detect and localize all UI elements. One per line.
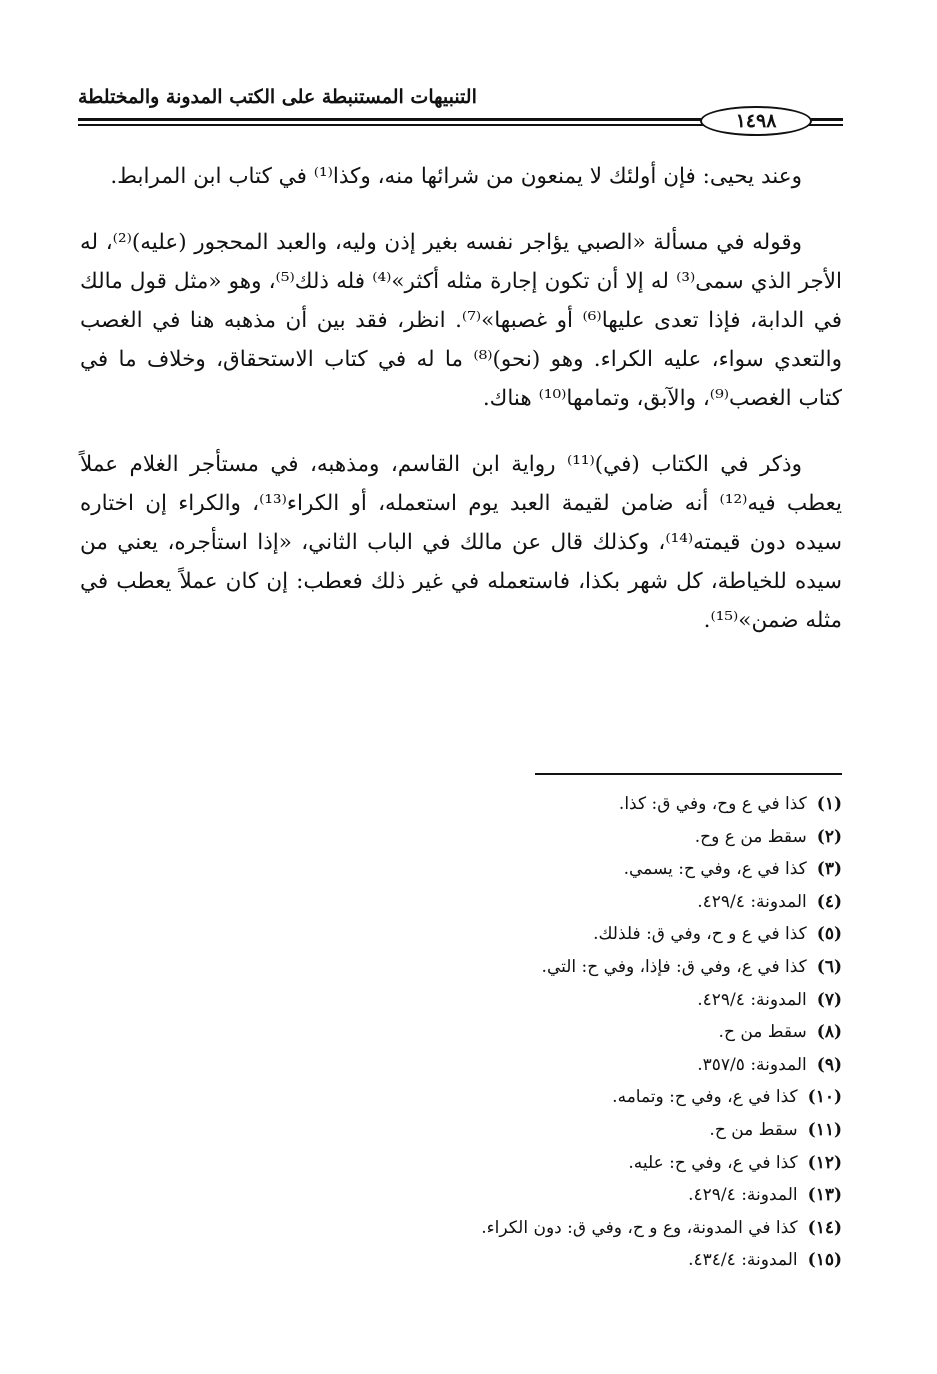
footnote-5: (٥)كذا في ع و ح، وفي ق: فلذلك. (593, 924, 842, 945)
footnote-15: (١٥)المدونة: ٤٣٤/٤. (688, 1250, 842, 1271)
footnote-8: (٨)سقط من ح. (718, 1022, 842, 1043)
footnote-6: (٦)كذا في ع، وفي ق: فإذا، وفي ح: التي. (541, 956, 842, 977)
footnote-3: (٣)كذا في ع، وفي ح: يسمي. (623, 859, 842, 880)
paragraph-1: وعند يحيى: فإن أولئك لا يمنعون من شرائها منه، وكذا⁽¹⁾ في كتاب ابن المرابط. (110, 164, 802, 189)
footnote-7: (٧)المدونة: ٤٢٩/٤. (697, 989, 842, 1010)
paragraph-2: وقوله في مسألة «الصبي يؤاجر نفسه بغير إذن وليه، والعبد المحجور (عليه)⁽²⁾، له الأجر الذي سمى⁽³⁾ له إلا أن تكون إجارة مثله أكثر»⁽⁴⁾ فله ذلك⁽⁵⁾، وهو «مثل قول مالك في الدابة، فإذا تعدى عليها⁽⁶⁾ أو غصبها»⁽⁷⁾. انظر، فقد بين أن مذهبه هنا في الغصب والتعدي سواء، عليه الكراء. وهو (نحو)⁽⁸⁾ ما له في كتاب الاستحقاق، وخلاف ما في كتاب الغصب⁽⁹⁾، والآبق، وتمامها⁽¹⁰⁾ هناك. (80, 230, 843, 411)
footnote-10: (١٠)كذا في ع، وفي ح: وتمامه. (612, 1087, 842, 1108)
paragraph-3: وذكر في الكتاب (في)⁽¹¹⁾ رواية ابن القاسم، ومذهبه، في مستأجر الغلام عملاً يعطب فيه⁽¹²⁾ أنه ضامن لقيمة العبد يوم استعمله، أو الكراء⁽¹³⁾، والكراء إن اختاره سيده دون قيمته⁽¹⁴⁾، وكذلك قال عن مالك في الباب الثاني، «إذا استأجره، يعني من سيده للخياطة، كل شهر بكذا، فاستعمله في غير ذلك فعطب: إن كان عملاً يعطب في مثله ضمن»⁽¹⁵⁾. (80, 452, 842, 633)
footnote-1: (١)كذا في ع وح، وفي ق: كذا. (618, 794, 842, 814)
footnotes (242, 788, 842, 1277)
footnote-13: (١٣)المدونة: ٤٢٩/٤. (688, 1185, 842, 1206)
footnote-2: (٢)سقط من ع وح. (694, 826, 842, 847)
footnote-9: (٩)المدونة: ٣٥٧/٥. (697, 1054, 842, 1075)
footnote-12: (١٢)كذا في ع، وفي ح: عليه. (628, 1152, 842, 1173)
footnote-11: (١١)سقط من ح. (709, 1119, 842, 1140)
main-text (80, 157, 842, 667)
footnote-4: (٤)المدونة: ٤٢٩/٤. (697, 891, 842, 912)
running-title: التنبيهات المستنبطة على الكتب المدونة والمختلطة (78, 86, 477, 108)
footnote-separator (535, 773, 842, 775)
footnote-14: (١٤)كذا في المدونة، وع و ح، وفي ق: دون الكراء. (481, 1217, 842, 1238)
page-number: ١٤٩٨ (700, 106, 812, 136)
